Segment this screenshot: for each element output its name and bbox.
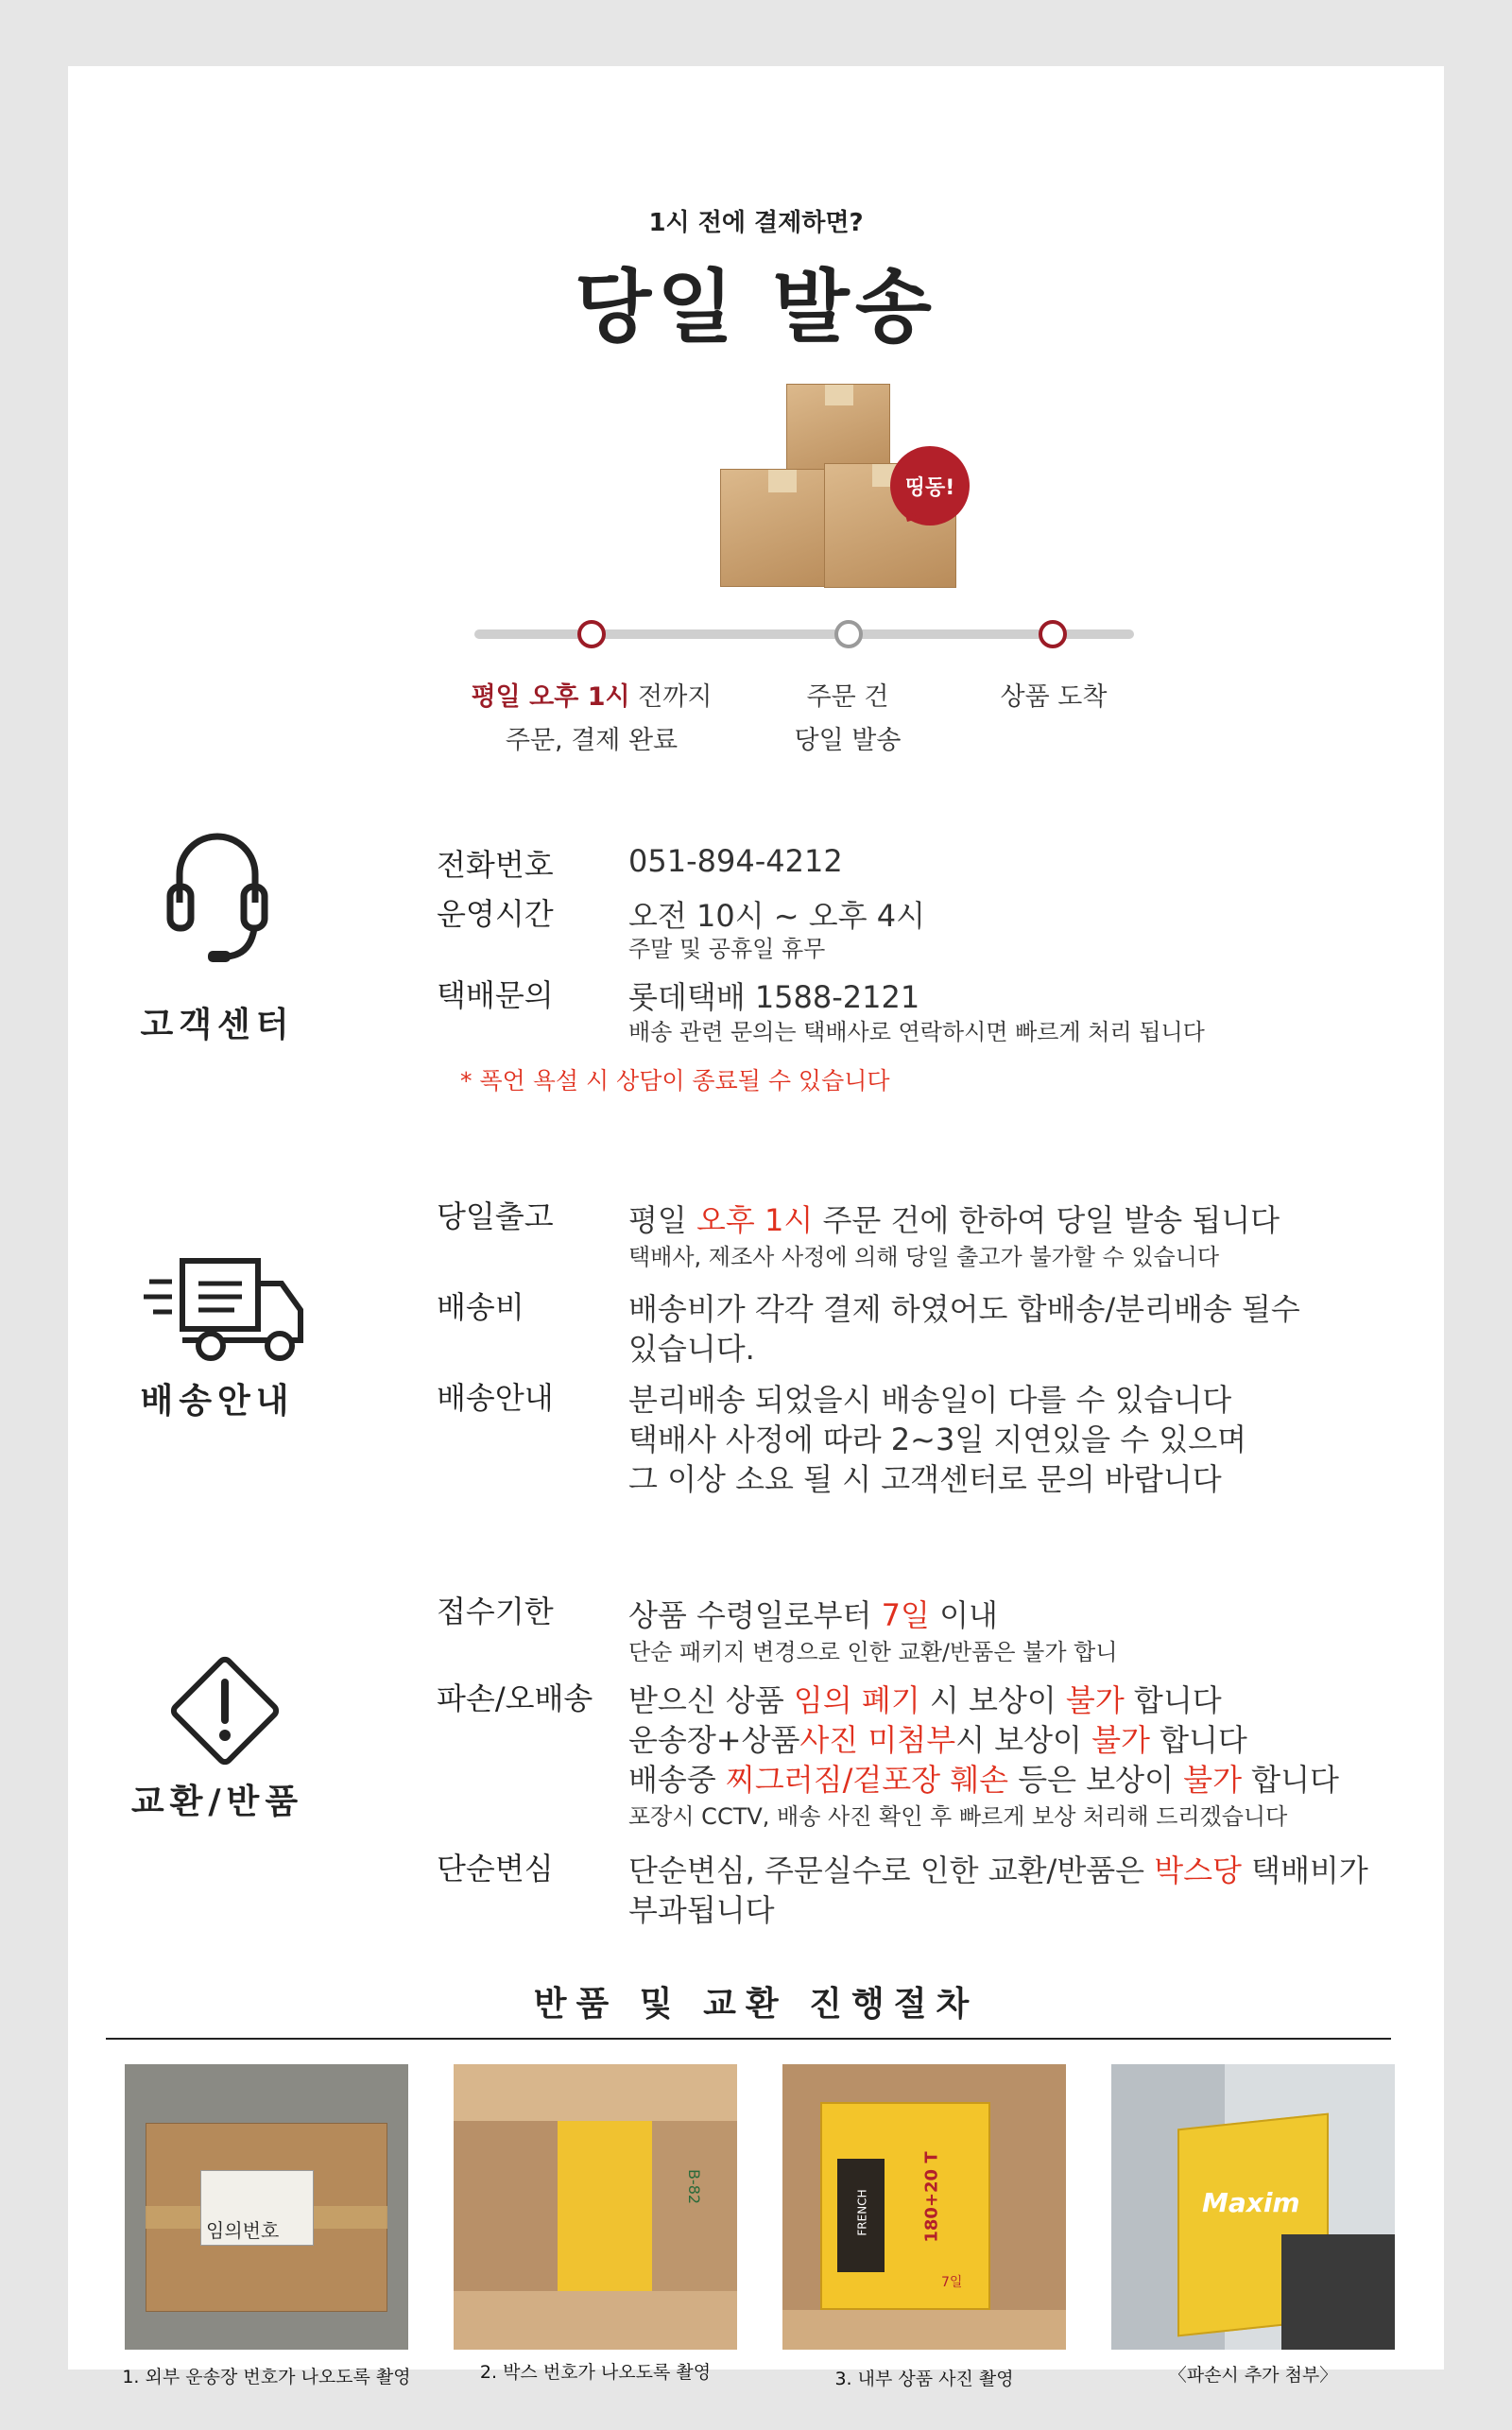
photo-waybill — [125, 2064, 408, 2350]
damage-l2-a: 운송장+상품 — [628, 1722, 800, 1758]
info-line-3: 그 이상 소요 될 시 고객센터로 문의 바랍니다 — [628, 1461, 1222, 1497]
hours-note: 주말 및 공휴일 휴무 — [628, 936, 826, 962]
photo-box-number — [454, 2064, 737, 2350]
courier-note: 배송 관련 문의는 택배사로 연락하시면 빠르게 처리 됩니다 — [628, 1019, 1205, 1045]
change-l1-c: 택배비가 — [1241, 1853, 1368, 1888]
section-title-shipping: 배송안내 — [140, 1382, 295, 1421]
change-l1-b: 박스당 — [1154, 1853, 1242, 1888]
damage-l2-b: 사진 미첨부 — [799, 1722, 956, 1758]
timeline-step-1-text: 전까지 — [629, 682, 713, 712]
photo-damage — [1111, 2064, 1395, 2350]
phone-value: 051-894-4212 — [628, 843, 843, 879]
damage-label: 파손/오배송 — [437, 1680, 593, 1716]
timeline-bar — [474, 629, 1134, 639]
notification-badge: 띵동! — [890, 446, 970, 526]
procedure-title: 반품 및 교환 진행절차 — [533, 1985, 979, 2024]
damage-l1-c: 시 보상이 — [919, 1682, 1066, 1718]
damage-l1-b: 임의 폐기 — [793, 1682, 920, 1718]
same-day-highlight: 오후 1시 — [696, 1202, 814, 1238]
change-line-1 — [628, 1847, 1368, 1890]
same-day-value — [628, 1197, 1280, 1240]
info-card — [68, 66, 1444, 2389]
timeline-step-1-line2: 주문, 결제 완료 — [505, 726, 679, 755]
courier-label: 택배문의 — [437, 977, 554, 1013]
damage-l3-e: 합니다 — [1242, 1762, 1339, 1798]
damage-line-1 — [628, 1677, 1222, 1720]
timeline-step-1-highlight: 평일 오후 1시 — [471, 682, 630, 712]
photo3-text3: 7일 — [941, 2275, 963, 2290]
phone-label: 전화번호 — [437, 847, 554, 883]
damage-l1-d: 불가 — [1065, 1682, 1125, 1718]
header-title: 당일 발송 — [575, 261, 937, 353]
header-subtitle: 1시 전에 결제하면? — [648, 209, 864, 237]
section-title-customer-center: 고객센터 — [140, 1006, 295, 1044]
warning-diamond-icon — [161, 1646, 289, 1775]
damage-line-2 — [628, 1716, 1247, 1760]
deadline-label: 접수기한 — [437, 1594, 554, 1629]
damage-l2-e: 합니다 — [1149, 1722, 1247, 1758]
warning-note: * 폭언 욕설 시 상담이 종료될 수 있습니다 — [460, 1067, 890, 1094]
damage-l1-e: 합니다 — [1124, 1682, 1222, 1718]
damage-note: 포장시 CCTV, 배송 사진 확인 후 빠르게 보상 처리해 드리겠습니다 — [628, 1803, 1288, 1830]
timeline-step-2-line2: 당일 발송 — [794, 726, 902, 755]
hours-label: 운영시간 — [437, 896, 554, 932]
change-line-2: 부과됩니다 — [628, 1892, 775, 1928]
caption-4: 〈파손시 추가 첨부〉 — [1168, 2365, 1338, 2386]
same-day-text-post: 주문 건에 한하여 당일 발송 됩니다 — [813, 1202, 1280, 1238]
deadline-value — [628, 1592, 998, 1635]
deadline-note: 단순 패키지 변경으로 인한 교환/반품은 불가 합니 — [628, 1639, 1118, 1665]
timeline-step-3 — [912, 676, 1195, 719]
photo2-label: B-82 — [685, 2168, 704, 2205]
deadline-highlight: 7일 — [881, 1597, 930, 1633]
timeline-dot-3 — [1039, 620, 1067, 648]
info-label: 배송안내 — [437, 1380, 554, 1416]
timeline-dot-1 — [577, 620, 606, 648]
change-label: 단순변심 — [437, 1851, 554, 1887]
same-day-label: 당일출고 — [437, 1198, 554, 1234]
info-line-1: 분리배송 되었을시 배송일이 다를 수 있습니다 — [628, 1382, 1232, 1418]
timeline-step-3-line1: 상품 도착 — [1000, 682, 1108, 712]
damage-l3-a: 배송중 — [628, 1762, 726, 1798]
fee-line-1: 배송비가 각각 결제 하였어도 합배송/분리배송 될수 — [628, 1291, 1300, 1327]
damage-l2-c: 시 보상이 — [955, 1722, 1092, 1758]
info-line-2: 택배사 사정에 따라 2~3일 지연있을 수 있으며 — [628, 1422, 1247, 1457]
caption-2: 2. 박스 번호가 나오도록 촬영 — [479, 2362, 712, 2383]
timeline-dot-2 — [834, 620, 863, 648]
timeline-step-1 — [450, 676, 733, 763]
deadline-text-post: 이내 — [929, 1597, 998, 1633]
deadline-text-pre: 상품 수령일로부터 — [628, 1597, 882, 1633]
hours-value: 오전 10시 ~ 오후 4시 — [628, 898, 926, 934]
damage-l2-d: 불가 — [1091, 1722, 1150, 1758]
damage-l1-a: 받으신 상품 — [628, 1682, 794, 1718]
procedure-divider — [106, 2038, 1391, 2040]
damage-l3-c: 등은 보상이 — [1008, 1762, 1184, 1798]
caption-1: 1. 외부 운송장 번호가 나오도록 촬영 — [122, 2367, 411, 2387]
photo1-label: 임의번호 — [206, 2219, 280, 2242]
same-day-note: 택배사, 제조사 사정에 의해 당일 출고가 불가할 수 있습니다 — [628, 1244, 1220, 1270]
photo-inner-product — [782, 2064, 1066, 2350]
photo3-text1: FRENCH — [855, 2189, 869, 2236]
damage-l3-b: 찌그러짐/겉포장 훼손 — [725, 1762, 1009, 1798]
caption-3: 3. 내부 상품 사진 촬영 — [834, 2369, 1014, 2389]
photo4-brand: Maxim — [1202, 2187, 1300, 2218]
change-l1-a: 단순변심, 주문실수로 인한 교환/반품은 — [628, 1853, 1155, 1888]
timeline-step-2-line1: 주문 건 — [806, 682, 889, 712]
delivery-truck-icon — [140, 1255, 310, 1369]
damage-l3-d: 불가 — [1183, 1762, 1242, 1798]
same-day-text-pre: 평일 — [628, 1202, 696, 1238]
courier-value: 롯데택배 1588-2121 — [628, 979, 920, 1015]
section-title-exchange: 교환/반품 — [130, 1783, 304, 1821]
fee-label: 배송비 — [437, 1289, 524, 1325]
photo3-text2: 180+20 T — [921, 2151, 942, 2243]
headset-icon — [151, 813, 284, 983]
fee-line-2: 있습니다. — [628, 1331, 755, 1367]
damage-line-3 — [628, 1756, 1339, 1800]
